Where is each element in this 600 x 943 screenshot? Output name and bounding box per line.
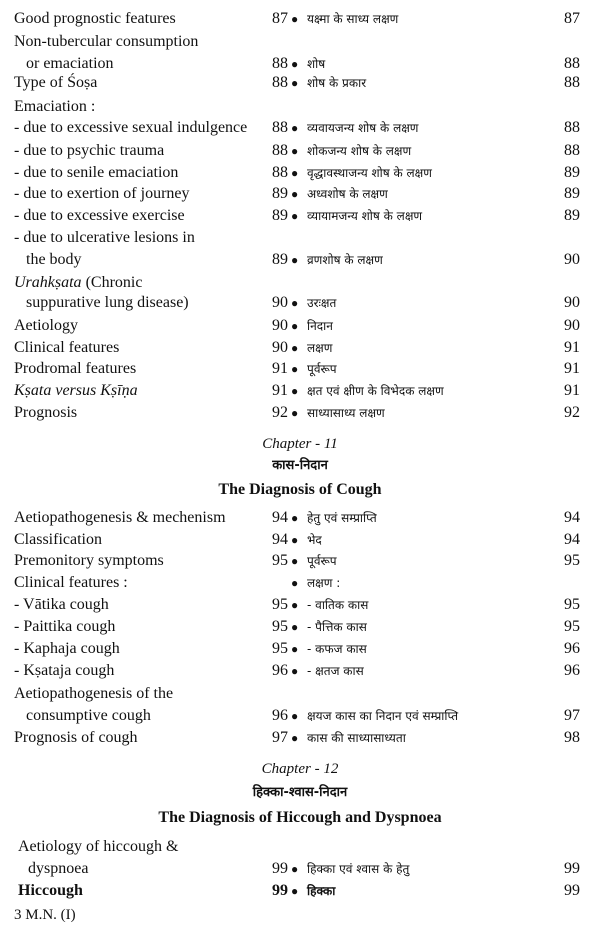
toc-row xyxy=(0,162,600,184)
hindi-entry: - वातिक कास xyxy=(307,598,369,612)
toc-row xyxy=(0,836,600,858)
hindi-entry: लक्षण : xyxy=(307,576,341,590)
toc-row xyxy=(0,249,600,271)
bullet-icon: ● xyxy=(291,296,299,310)
page-number: 94 xyxy=(272,531,288,548)
chapter-hindi-title: कास-निदान xyxy=(272,458,328,473)
bullet-icon: ● xyxy=(291,664,299,678)
toc-row xyxy=(0,337,600,359)
hindi-page-number: 97 xyxy=(564,707,580,724)
hindi-entry: लक्षण xyxy=(307,341,333,355)
bullet-icon: ● xyxy=(291,12,299,26)
bullet-icon: ● xyxy=(291,121,299,135)
hindi-page-number: 88 xyxy=(564,142,580,159)
hindi-page-number: 88 xyxy=(564,119,580,136)
page-number: 90 xyxy=(272,339,288,356)
hindi-page-number: 95 xyxy=(564,552,580,569)
hindi-entry: पूर्वरूप xyxy=(307,362,337,376)
hindi-page-number: 91 xyxy=(564,360,580,377)
entry-title: suppurative lung disease) xyxy=(26,294,189,311)
bullet-icon: ● xyxy=(291,406,299,420)
toc-row xyxy=(0,705,600,727)
bullet-icon: ● xyxy=(291,620,299,634)
entry-title: - due to excessive exercise xyxy=(14,207,185,224)
hindi-entry: शोष के प्रकार xyxy=(307,76,367,90)
entry-title: - Kṣataja cough xyxy=(14,662,115,679)
toc-row xyxy=(0,507,600,529)
bullet-icon: ● xyxy=(291,187,299,201)
toc-row xyxy=(0,529,600,551)
toc-row xyxy=(0,72,600,94)
toc-row xyxy=(0,594,600,616)
bullet-icon: ● xyxy=(291,642,299,656)
toc-row xyxy=(0,727,600,749)
chapter-hindi-title: हिक्का-श्वास-निदान xyxy=(252,785,348,800)
page-footer: 3 M.N. (I) xyxy=(14,907,76,923)
hindi-entry: उरःक्षत xyxy=(307,296,337,310)
hindi-page-number: 91 xyxy=(564,382,580,399)
page-number: 88 xyxy=(272,55,288,72)
bullet-icon: ● xyxy=(291,144,299,158)
bullet-icon: ● xyxy=(291,731,299,745)
hindi-entry: यक्ष्मा के साध्य लक्षण xyxy=(307,12,399,26)
page-number: 88 xyxy=(272,74,288,91)
chapter-label: Chapter - 12 xyxy=(261,761,339,777)
toc-row xyxy=(0,358,600,380)
bullet-icon: ● xyxy=(291,554,299,568)
entry-title: Hiccough xyxy=(18,882,83,899)
hindi-entry: भेद xyxy=(307,533,322,547)
toc-row xyxy=(0,117,600,139)
toc-row xyxy=(0,572,600,594)
entry-title: Clinical features : xyxy=(14,574,128,591)
bullet-icon: ● xyxy=(291,319,299,333)
page-number: 91 xyxy=(272,382,288,399)
entry-title: Non-tubercular consumption xyxy=(14,33,199,50)
entry-title xyxy=(14,272,142,294)
entry-title: - due to exertion of journey xyxy=(14,185,190,202)
toc-row xyxy=(0,292,600,314)
toc-row xyxy=(0,227,600,249)
entry-title: - due to ulcerative lesions in xyxy=(14,229,195,246)
bullet-icon: ● xyxy=(291,76,299,90)
toc-row xyxy=(0,96,600,118)
entry-title: the body xyxy=(26,251,82,268)
toc-row xyxy=(0,402,600,424)
chapter-english-title: The Diagnosis of Hiccough and Dyspnoea xyxy=(158,809,442,826)
hindi-entry: व्रणशोष के लक्षण xyxy=(307,253,383,267)
hindi-page-number: 88 xyxy=(564,55,580,72)
hindi-page-number: 99 xyxy=(564,882,580,899)
hindi-page-number: 90 xyxy=(564,294,580,311)
page-number: 89 xyxy=(272,207,288,224)
bullet-icon: ● xyxy=(291,533,299,547)
hindi-page-number: 99 xyxy=(564,860,580,877)
hindi-entry: शोकजन्य शोष के लक्षण xyxy=(307,144,412,158)
toc-row xyxy=(0,8,600,30)
hindi-page-number: 90 xyxy=(564,317,580,334)
page-number: 92 xyxy=(272,404,288,421)
entry-title: Kṣata versus Kṣīṇa xyxy=(14,382,138,399)
page-number: 95 xyxy=(272,552,288,569)
entry-title-rest: (Chronic xyxy=(81,274,143,291)
chapter-english-title: The Diagnosis of Cough xyxy=(218,481,382,498)
toc-row xyxy=(0,880,600,902)
page-number: 96 xyxy=(272,707,288,724)
entry-title: - due to senile emaciation xyxy=(14,164,179,181)
toc-row xyxy=(0,380,600,402)
entry-title: Clinical features xyxy=(14,339,120,356)
bullet-icon: ● xyxy=(291,341,299,355)
entry-title: Prodromal features xyxy=(14,360,137,377)
entry-title: - Paittika cough xyxy=(14,618,116,635)
toc-row xyxy=(0,660,600,682)
entry-title: Aetiopathogenesis of the xyxy=(14,685,174,702)
toc-row xyxy=(0,31,600,53)
toc-row xyxy=(0,272,600,294)
entry-title: Good prognostic features xyxy=(14,10,176,27)
page-number: 89 xyxy=(272,185,288,202)
page-number: 88 xyxy=(272,164,288,181)
toc-row xyxy=(0,638,600,660)
toc-row xyxy=(0,140,600,162)
page-number: 89 xyxy=(272,251,288,268)
hindi-entry: पूर्वरूप xyxy=(307,554,337,568)
page-number: 88 xyxy=(272,142,288,159)
page-number: 90 xyxy=(272,294,288,311)
page-number: 99 xyxy=(272,882,288,899)
hindi-page-number: 89 xyxy=(564,164,580,181)
hindi-entry: - क्षतज कास xyxy=(307,664,364,678)
hindi-page-number: 87 xyxy=(564,10,580,27)
bullet-icon: ● xyxy=(291,511,299,525)
entry-title: consumptive cough xyxy=(26,707,151,724)
entry-title: or emaciation xyxy=(26,55,114,72)
hindi-page-number: 88 xyxy=(564,74,580,91)
hindi-entry: शोष xyxy=(307,57,326,71)
entry-title: Classification xyxy=(14,531,102,548)
page-number: 94 xyxy=(272,509,288,526)
hindi-page-number: 89 xyxy=(564,185,580,202)
hindi-page-number: 96 xyxy=(564,662,580,679)
entry-title: Aetiology of hiccough & xyxy=(18,838,179,855)
hindi-page-number: 90 xyxy=(564,251,580,268)
bullet-icon: ● xyxy=(291,884,299,898)
toc-row xyxy=(0,616,600,638)
hindi-page-number: 94 xyxy=(564,509,580,526)
page-number: 95 xyxy=(272,618,288,635)
bullet-icon: ● xyxy=(291,576,299,590)
toc-row xyxy=(0,205,600,227)
hindi-page-number: 94 xyxy=(564,531,580,548)
toc-row xyxy=(0,315,600,337)
toc-row xyxy=(0,858,600,880)
bullet-icon: ● xyxy=(291,384,299,398)
hindi-page-number: 95 xyxy=(564,596,580,613)
hindi-entry: हेतु एवं सम्प्राप्ति xyxy=(307,511,377,525)
page-number: 91 xyxy=(272,360,288,377)
hindi-page-number: 98 xyxy=(564,729,580,746)
hindi-entry: क्षयज कास का निदान एवं सम्प्राप्ति xyxy=(307,709,459,723)
hindi-entry: हिक्का एवं श्वास के हेतु xyxy=(307,862,410,876)
hindi-entry: निदान xyxy=(307,319,333,333)
toc-row xyxy=(0,183,600,205)
entry-title: Emaciation : xyxy=(14,98,96,115)
toc-row xyxy=(0,683,600,705)
hindi-entry: व्यायामजन्य शोष के लक्षण xyxy=(307,209,423,223)
hindi-page-number: 89 xyxy=(564,207,580,224)
page-number: 95 xyxy=(272,640,288,657)
entry-title: Aetiology xyxy=(14,317,78,334)
entry-title: - Kaphaja cough xyxy=(14,640,120,657)
hindi-entry: व्यवायजन्य शोष के लक्षण xyxy=(307,121,419,135)
hindi-entry: कास की साध्यासाध्यता xyxy=(307,731,406,745)
entry-title: - Vātika cough xyxy=(14,596,109,613)
hindi-entry: क्षत एवं क्षीण के विभेदक लक्षण xyxy=(307,384,444,398)
toc-row xyxy=(0,550,600,572)
page-number: 90 xyxy=(272,317,288,334)
entry-title: Aetiopathogenesis & mechenism xyxy=(14,509,226,526)
bullet-icon: ● xyxy=(291,862,299,876)
chapter-label: Chapter - 11 xyxy=(262,436,338,452)
bullet-icon: ● xyxy=(291,709,299,723)
hindi-page-number: 95 xyxy=(564,618,580,635)
page-number: 95 xyxy=(272,596,288,613)
bullet-icon: ● xyxy=(291,57,299,71)
entry-title: - due to psychic trauma xyxy=(14,142,165,159)
bullet-icon: ● xyxy=(291,166,299,180)
hindi-page-number: 96 xyxy=(564,640,580,657)
bullet-icon: ● xyxy=(291,598,299,612)
hindi-entry: अध्वशोष के लक्षण xyxy=(307,187,388,201)
hindi-entry: हिक्का xyxy=(307,884,336,898)
hindi-page-number: 91 xyxy=(564,339,580,356)
page-number: 88 xyxy=(272,119,288,136)
entry-title: - due to excessive sexual indulgence xyxy=(14,119,248,136)
hindi-entry: वृद्धावस्थाजन्य शोष के लक्षण xyxy=(307,166,432,180)
bullet-icon: ● xyxy=(291,209,299,223)
entry-title: dyspnoea xyxy=(28,860,89,877)
page-number: 96 xyxy=(272,662,288,679)
hindi-entry: - पैत्तिक कास xyxy=(307,620,367,634)
hindi-page-number: 92 xyxy=(564,404,580,421)
entry-title: Prognosis xyxy=(14,404,78,421)
entry-title: Premonitory symptoms xyxy=(14,552,164,569)
hindi-entry: - कफज कास xyxy=(307,642,367,656)
page-number: 99 xyxy=(272,860,288,877)
entry-title: Prognosis of cough xyxy=(14,729,138,746)
italic-term: Urahkṣata xyxy=(14,274,82,291)
entry-title: Type of Śoṣa xyxy=(14,74,98,91)
hindi-entry: साध्यासाध्य लक्षण xyxy=(307,406,385,420)
bullet-icon: ● xyxy=(291,253,299,267)
page-number: 97 xyxy=(272,729,288,746)
page-number: 87 xyxy=(272,10,288,27)
bullet-icon: ● xyxy=(291,362,299,376)
